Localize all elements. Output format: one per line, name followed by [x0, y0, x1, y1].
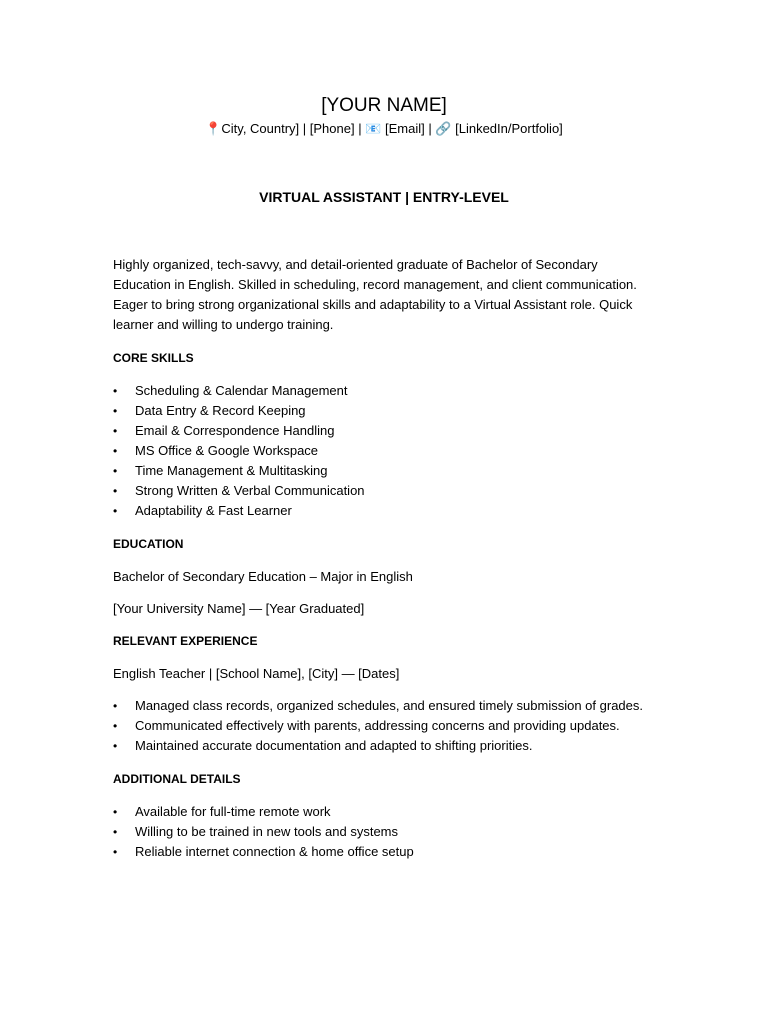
experience-text: Communicated effectively with parents, addressing concerns and providing updates. — [135, 718, 620, 733]
resume-body — [113, 255, 658, 875]
bullet-icon: • — [113, 739, 118, 753]
list-item — [113, 842, 658, 862]
bullet-icon: • — [113, 825, 118, 839]
list-item — [113, 736, 658, 756]
education-school: [Your University Name] — [Year Graduated] — [113, 601, 365, 616]
skill-text: Strong Written & Verbal Communication — [135, 483, 365, 498]
skill-text: Adaptability & Fast Learner — [135, 503, 292, 518]
list-item — [113, 716, 658, 736]
core-skills-heading: CORE SKILLS — [113, 351, 194, 365]
skill-text: MS Office & Google Workspace — [135, 443, 319, 458]
additional-text: Available for full-time remote work — [135, 804, 331, 819]
list-item — [113, 381, 658, 401]
bullet-icon: • — [113, 699, 118, 713]
skill-text: Email & Correspondence Handling — [135, 423, 335, 438]
list-item — [113, 822, 658, 842]
bullet-icon: • — [113, 404, 118, 418]
core-skills-list — [113, 381, 658, 521]
list-item — [113, 696, 658, 716]
experience-list — [113, 696, 658, 756]
additional-list — [113, 802, 658, 862]
additional-heading: ADDITIONAL DETAILS — [113, 772, 241, 786]
bullet-icon: • — [113, 464, 118, 478]
experience-text: Managed class records, organized schedules, and ensured timely submission of grades. — [135, 698, 643, 713]
bullet-icon: • — [113, 504, 118, 518]
education-degree: Bachelor of Secondary Education – Major in English — [113, 569, 413, 584]
additional-text: Willing to be trained in new tools and systems — [135, 824, 399, 839]
experience-position: English Teacher | [School Name], [City] — [Dates] — [113, 666, 400, 681]
list-item — [113, 501, 658, 521]
list-item — [113, 461, 658, 481]
list-item — [113, 802, 658, 822]
bullet-icon: • — [113, 384, 118, 398]
summary-paragraph: Highly organized, tech-savvy, and detail-oriented graduate of Bachelor of Secondary Education in English. Skilled in scheduling, record management, and client communication. Eager to bring strong organizational skills and adaptability to a Virtual Assistant role. Quick learner and willing to undergo training. — [113, 257, 637, 332]
education-heading: EDUCATION — [113, 537, 184, 551]
role-title: VIRTUAL ASSISTANT | ENTRY-LEVEL — [259, 189, 509, 205]
contact-line: 📍City, Country] | [Phone] | 📧 [Email] | 🔗 [LinkedIn/Portfolio] — [205, 121, 563, 136]
list-item — [113, 481, 658, 501]
experience-heading: RELEVANT EXPERIENCE — [113, 634, 258, 648]
skill-text: Scheduling & Calendar Management — [135, 383, 348, 398]
bullet-icon: • — [113, 484, 118, 498]
bullet-icon: • — [113, 424, 118, 438]
bullet-icon: • — [113, 805, 118, 819]
bullet-icon: • — [113, 845, 118, 859]
skill-text: Data Entry & Record Keeping — [135, 403, 306, 418]
skill-text: Time Management & Multitasking — [135, 463, 328, 478]
bullet-icon: • — [113, 444, 118, 458]
bullet-icon: • — [113, 719, 118, 733]
experience-text: Maintained accurate documentation and adapted to shifting priorities. — [135, 738, 533, 753]
list-item — [113, 441, 658, 461]
list-item — [113, 401, 658, 421]
additional-text: Reliable internet connection & home office setup — [135, 844, 414, 859]
resume-name: [YOUR NAME] — [321, 95, 447, 116]
list-item — [113, 421, 658, 441]
